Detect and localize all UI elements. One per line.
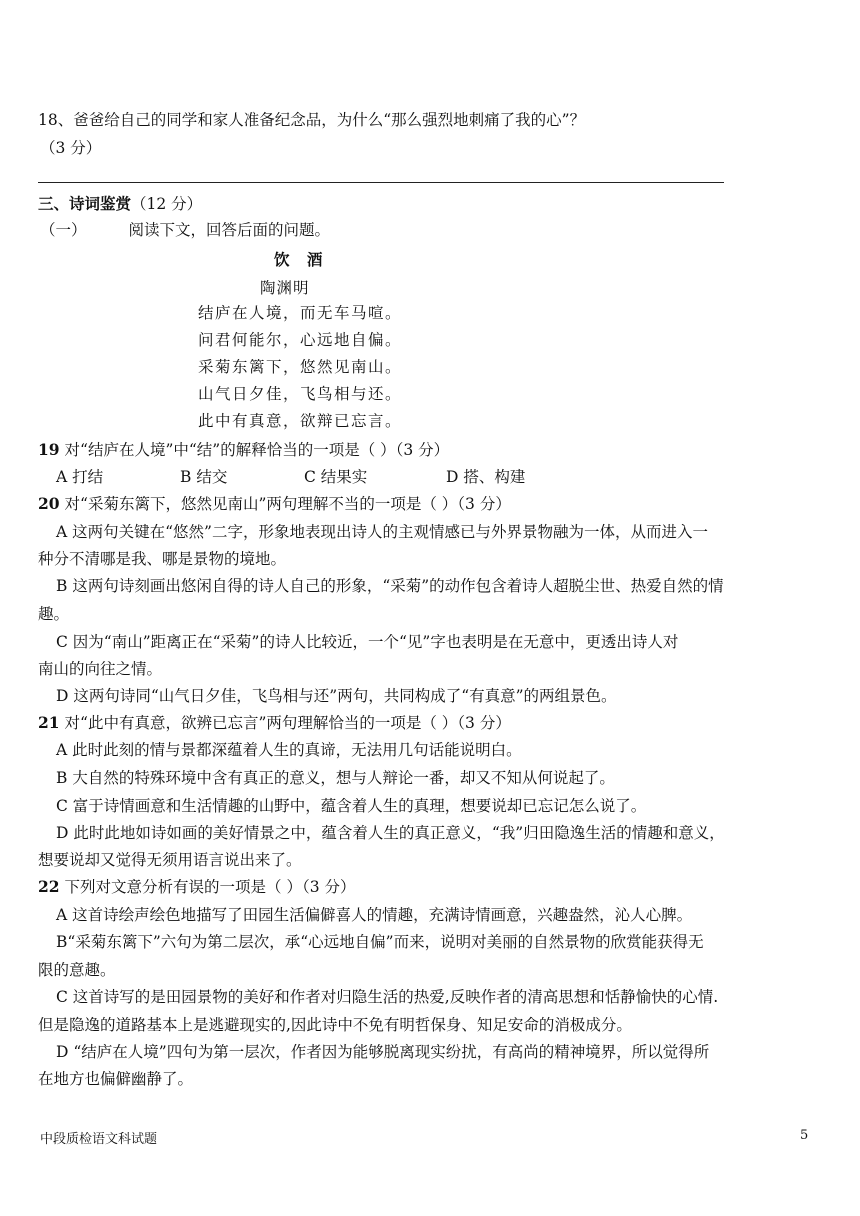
option-b: B 结交 — [180, 468, 228, 486]
q22-option-c: C 这首诗写的是田园景物的美好和作者对归隐生活的热爱,反映作者的清高思想和恬静愉快的心情. — [56, 988, 719, 1006]
option-c: C 结果实 — [304, 468, 368, 486]
question-20: 20 对“采菊东篱下，悠然见南山”两句理解不当的一项是（ ）（3 分） — [38, 494, 511, 513]
q22-option-c-cont: 但是隐逸的道路基本上是逃避现实的,因此诗中不免有明哲保身、知足安命的消极成分。 — [38, 1016, 632, 1034]
footer-title: 中段质检语文科试题 — [40, 1132, 158, 1147]
poem-line: 此中有真意，欲辩已忘言。 — [198, 412, 403, 430]
q20-option-b: B 这两句诗刻画出悠闲自得的诗人自己的形象，“采菊”的动作包含着诗人超脱尘世、热爱自然的情 — [56, 577, 724, 595]
q20-option-d: D 这两句诗同“山气日夕佳，飞鸟相与还”两句，共同构成了“有真意”的两组景色。 — [56, 687, 617, 705]
answer-line — [38, 182, 724, 183]
poem-title: 饮 酒 — [274, 250, 329, 269]
page-number: 5 — [800, 1128, 809, 1143]
poem-line: 山气日夕佳，飞鸟相与还。 — [198, 385, 403, 403]
q21-option-b: B 大自然的特殊环境中含有真正的意义，想与人辩论一番，却又不知从何说起了。 — [56, 769, 615, 787]
q21-option-d: D 此时此地如诗如画的美好情景之中，蕴含着人生的真正意义，“我”归田隐逸生活的情趣和意义， — [56, 824, 725, 842]
q22-option-b-cont: 限的意趣。 — [38, 961, 116, 979]
q22-option-b: B“采菊东篱下”六句为第二层次，承“心远地自偏”而来，说明对美丽的自然景物的欣赏能获得无 — [56, 933, 704, 951]
q20-option-a: A 这两句关键在“悠然”二字，形象地表现出诗人的主观情感已与外界景物融为一体，从而进入一 — [56, 523, 708, 541]
q22-option-d: D “结庐在人境”四句为第一层次，作者因为能够脱离现实纷扰，有高尚的精神境界，所以觉得所 — [56, 1043, 710, 1061]
poem-line: 结庐在人境，而无车马喧。 — [198, 304, 403, 322]
option-a: A 打结 — [56, 468, 104, 486]
q20-option-a-cont: 种分不清哪是我、哪是景物的境地。 — [38, 550, 287, 568]
question-18: 18、爸爸给自己的同学和家人准备纪念品，为什么“那么强烈地刺痛了我的心”？ — [38, 111, 586, 129]
q21-option-d-cont: 想要说却又觉得无须用语言说出来了。 — [38, 851, 302, 869]
q21-option-c: C 富于诗情画意和生活情趣的山野中，蕴含着人生的真理，想要说却已忘记怎么说了。 — [56, 797, 647, 815]
option-d: D 搭、构建 — [446, 468, 526, 486]
poem-author: 陶渊明 — [260, 279, 310, 297]
poem-line: 问君何能尔，心远地自偏。 — [198, 331, 403, 349]
q20-option-c: C 因为“南山”距离正在“采菊”的诗人比较近，一个“见”字也表明是在无意中，更透出诗人对 — [56, 633, 679, 651]
question-18-points: （3 分） — [40, 139, 102, 157]
q22-option-d-cont: 在地方也偏僻幽静了。 — [38, 1070, 194, 1088]
part-1-instruction: （一） 阅读下文，回答后面的问题。 — [40, 221, 331, 239]
q20-option-c-cont: 南山的向往之情。 — [38, 660, 163, 678]
poem-line: 采菊东篱下，悠然见南山。 — [198, 358, 403, 376]
question-21: 21 对“此中有真意，欲辨已忘言”两句理解恰当的一项是（ ）（3 分） — [38, 713, 511, 732]
q20-option-b-cont: 趣。 — [38, 605, 70, 623]
section-3-heading: 三、诗词鉴赏（12 分） — [38, 194, 203, 213]
q21-option-a: A 此时此刻的情与景都深蕴着人生的真谛，无法用几句话能说明白。 — [56, 741, 522, 759]
q22-option-a: A 这首诗绘声绘色地描写了田园生活偏僻喜人的情趣，充满诗情画意，兴趣盎然，沁人心脾。 — [56, 906, 693, 924]
question-19: 19 对“结庐在人境”中“结”的解释恰当的一项是（ ）（3 分） — [38, 440, 450, 459]
question-22: 22 下列对文意分析有误的一项是（ ）（3 分） — [38, 877, 356, 896]
